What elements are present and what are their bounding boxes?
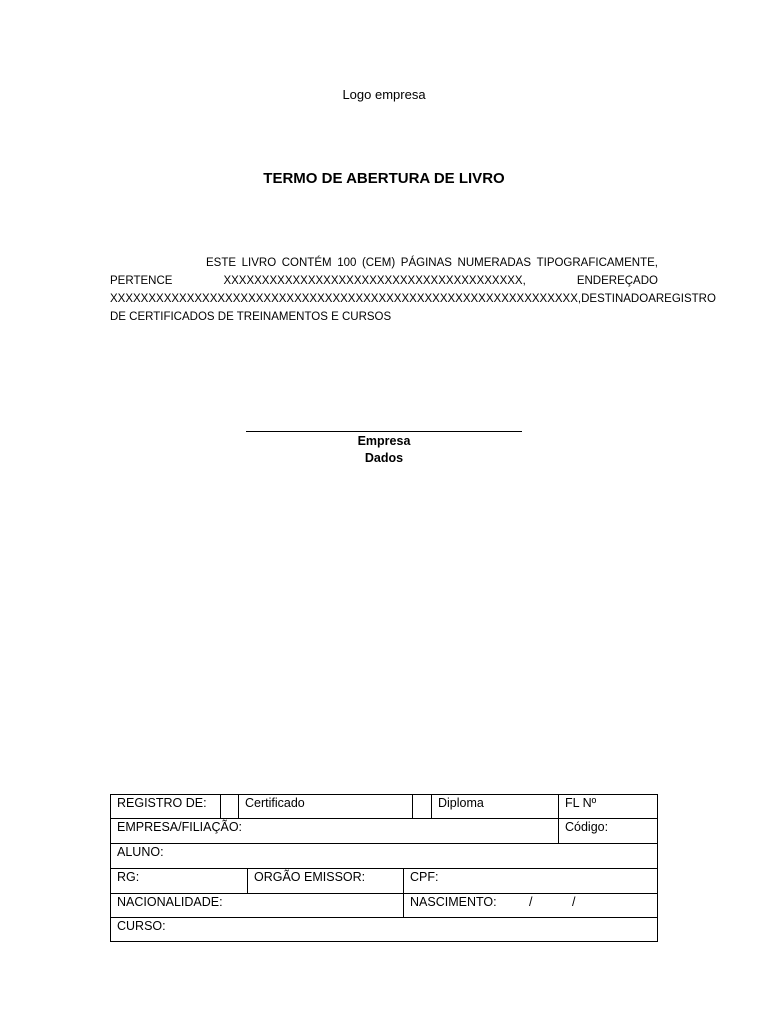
company-logo-placeholder: Logo empresa bbox=[342, 87, 426, 102]
owner-placeholder: XXXXXXXXXXXXXXXXXXXXXXXXXXXXXXXXXXXXXXX, bbox=[223, 275, 526, 287]
form-row-documents bbox=[111, 869, 657, 894]
address-placeholder: XXXXXXXXXXXXXXXXXXXXXXXXXXXXXXXXXXXXXXXXXXXXXXXXXXXXXXXXXXXXX, bbox=[110, 293, 582, 305]
statement-word: TIPOGRAFICAMENTE, bbox=[536, 257, 658, 269]
date-separator: / bbox=[529, 895, 533, 909]
statement-word: PERTENCE bbox=[110, 275, 173, 287]
statement-word: A bbox=[648, 293, 656, 305]
signature-line bbox=[246, 431, 522, 432]
rg-field[interactable]: RG: bbox=[117, 870, 140, 884]
aluno-field[interactable]: ALUNO: bbox=[117, 845, 164, 859]
document-title: TERMO DE ABERTURA DE LIVRO bbox=[263, 170, 505, 187]
statement-word: DESTINADO bbox=[581, 293, 649, 305]
signature-company: Empresa bbox=[357, 434, 411, 448]
form-row-registro bbox=[111, 795, 657, 819]
curso-field[interactable]: CURSO: bbox=[117, 919, 166, 933]
signature-data: Dados bbox=[364, 451, 404, 465]
form-row-nationality bbox=[111, 894, 657, 918]
nascimento-label: NASCIMENTO: bbox=[410, 895, 497, 909]
orgao-emissor-field[interactable]: ORGÃO EMISSOR: bbox=[247, 869, 403, 893]
certificado-label: Certificado bbox=[238, 795, 412, 818]
form-row-empresa bbox=[111, 819, 657, 844]
statement-line-3 bbox=[110, 290, 716, 308]
opening-statement bbox=[110, 254, 716, 326]
statement-word: NUMERADAS bbox=[457, 257, 531, 269]
statement-word: REGISTRO bbox=[655, 293, 716, 305]
diploma-label: Diploma bbox=[431, 795, 559, 818]
statement-line-4: DE CERTIFICADOS DE TREINAMENTOS E CURSOS bbox=[110, 311, 392, 323]
statement-word: ESTE bbox=[206, 257, 237, 269]
registro-de-label: REGISTRO DE: bbox=[117, 796, 207, 810]
statement-word: 100 bbox=[337, 257, 357, 269]
codigo-field[interactable]: Código: bbox=[558, 819, 657, 843]
nascimento-field[interactable] bbox=[403, 894, 657, 917]
statement-word: (CEM) bbox=[361, 257, 396, 269]
registration-form bbox=[110, 794, 658, 942]
form-row-curso bbox=[111, 918, 657, 941]
certificado-checkbox[interactable] bbox=[220, 795, 238, 818]
statement-word: LIVRO bbox=[241, 257, 277, 269]
form-row-aluno bbox=[111, 844, 657, 869]
cpf-field[interactable]: CPF: bbox=[403, 869, 657, 893]
empresa-filiacao-field[interactable]: EMPRESA/FILIAÇÃO: bbox=[117, 820, 243, 834]
fl-number-field[interactable]: FL Nº bbox=[558, 795, 657, 818]
statement-word: ENDEREÇADO bbox=[576, 275, 658, 287]
date-separator: / bbox=[572, 895, 576, 909]
statement-line-2 bbox=[110, 272, 658, 290]
nacionalidade-field[interactable]: NACIONALIDADE: bbox=[117, 895, 223, 909]
statement-word: PÁGINAS bbox=[400, 257, 452, 269]
statement-line-1 bbox=[110, 254, 658, 272]
statement-word: CONTÉM bbox=[281, 257, 332, 269]
diploma-checkbox[interactable] bbox=[412, 795, 431, 818]
